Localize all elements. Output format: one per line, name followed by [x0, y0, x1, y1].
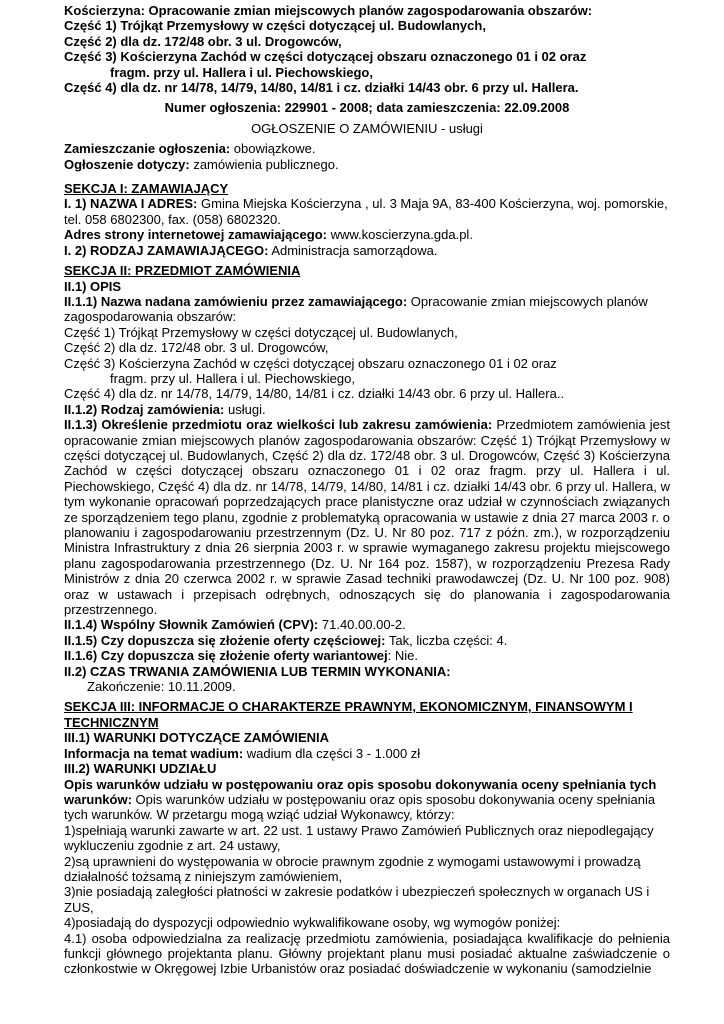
participation-desc-row — [64, 777, 670, 823]
concerns-label: Ogłoszenie dotyczy: — [64, 156, 190, 172]
posting-row — [64, 141, 670, 156]
participation-desc-value: Opis warunków udziału w postępowaniu oraz opis sposobu dokonywania oceny spełniania tych warunków. W przetargu mogą wziąć udział Wykonawcy, którzy: — [64, 791, 656, 823]
partial-offer-label: II.1.5) Czy dopuszcza się złożenie oferty częściowej: — [64, 632, 386, 648]
title-line: Część 4) dla dz. nr 14/78, 14/79, 14/80, 14/81 i cz. działki 14/43 obr. 6 przy ul. Hallera. — [64, 80, 579, 96]
condition-item: 4)posiadają do dyspozycji odpowiednio wykwalifikowane osoby, wg wymogów poniżej: — [64, 915, 561, 931]
order-kind-value: usługi. — [228, 401, 266, 417]
section-1-heading: SEKCJA I: ZAMAWIAJĄCY — [64, 181, 229, 197]
title-line: Część 2) dla dz. 172/48 obr. 3 ul. Drogowców, — [64, 33, 342, 49]
document-page — [64, 3, 670, 977]
deposit-row — [64, 746, 670, 761]
section-2-heading: SEKCJA II: PRZEDMIOT ZAMÓWIENIA — [64, 263, 301, 279]
title-line: Część 3) Kościerzyna Zachód w części dotyczącej obszaru oznaczonego 01 i 02 oraz — [64, 49, 587, 65]
order-kind-row — [64, 402, 670, 417]
concerns-row — [64, 157, 670, 172]
variant-offer-value: : Nie. — [387, 648, 418, 664]
cpv-value: 71.40.00.00-2. — [321, 617, 406, 633]
order-kind-label: II.1.2) Rodzaj zamówienia: — [64, 401, 225, 417]
notice-type: OGŁOSZENIE O ZAMÓWIENIU - usługi — [251, 120, 483, 136]
duration-value: Zakończenie: 10.11.2009. — [87, 679, 236, 695]
variant-offer-row — [64, 648, 670, 663]
order-name-label: II.1.1) Nazwa nadana zamówieniu przez zamawiającego: — [64, 293, 408, 309]
posting-value: obowiązkowe. — [233, 141, 316, 157]
title-line: fragm. przy ul. Hallera i ul. Piechowskiego, — [110, 64, 373, 80]
duration-heading: II.2) CZAS TRWANIA ZAMÓWIENIA LUB TERMIN WYKONANIA: — [64, 663, 451, 679]
concerns-value: zamówienia publicznego. — [193, 156, 339, 172]
cpv-row — [64, 617, 670, 632]
document-title — [64, 3, 670, 95]
order-name-value: Opracowanie zmian miejscowych planów zagospodarowania obszarów: — [64, 293, 648, 325]
authority-type-row — [64, 243, 670, 258]
deposit-label: Informacja na temat wadium: — [64, 745, 244, 761]
cpv-label: II.1.4) Wspólny Słownik Zamówień (CPV): — [64, 617, 319, 633]
name-value: Gmina Miejska Kościerzyna , ul. 3 Maja 9A, 83-400 Kościerzyna, woj. pomorskie, tel. 058 6802300, fax. (058) 6802320. — [64, 196, 668, 227]
order-name-row — [64, 294, 670, 325]
contracting-authority-name — [64, 196, 670, 227]
part-line: Część 3) Kościerzyna Zachód w części dotyczącej obszaru oznaczonego 01 i 02 oraz — [64, 355, 557, 371]
notice-number: Numer ogłoszenia: 229901 - 2008; data zamieszczenia: 22.09.2008 — [164, 100, 570, 116]
deposit-value: wadium dla części 3 - 1.000 zł — [246, 745, 421, 761]
authority-type-label: I. 2) RODZAJ ZAMAWIAJĄCEGO: — [64, 242, 269, 258]
website-label: Adres strony internetowej zamawiającego: — [64, 227, 327, 243]
condition-item: 4.1) osoba odpowiedzialna za realizację przedmiotu zamówienia, posiadająca kwalifikacje do pełnienia funkcji głównego projektanta planu. Główny projektant planu musi posiadać aktualne zaświadczenie o członkostwie w Okręgowej Izbie Urbanistów oraz posiadać doświadczenie w wykonaniu (samodzielnie — [64, 930, 670, 977]
part-line: Część 1) Trójkąt Przemysłowy w części dotyczącej ul. Budowlanych, — [64, 324, 458, 340]
authority-type-value: Administracja samorządowa. — [271, 242, 438, 258]
name-label: I. 1) NAZWA I ADRES: — [64, 196, 198, 212]
website-row — [64, 227, 670, 242]
order-scope-row — [64, 417, 670, 617]
condition-item: 3)nie posiadają zaległości płatności w zakresie podatków i ubezpieczeń społecznych w organach US i ZUS, — [64, 884, 650, 915]
part-line: Część 4) dla dz. nr 14/78, 14/79, 14/80, 14/81 i cz. działki 14/43 obr. 6 przy ul. Hallera.. — [64, 386, 565, 402]
title-line: Część 1) Trójkąt Przemysłowy w części dotyczącej ul. Budowlanych, — [64, 18, 486, 34]
title-line: Kościerzyna: Opracowanie zmian miejscowych planów zagospodarowania obszarów: — [64, 3, 593, 18]
order-scope-value: Przedmiotem zamówienia jest opracowanie zmian miejscowych planów zagospodarowania obszarów: Część 1) Trójkąt Przemysłowy w części dotyczącej ul. Budowlanych, Część 2) dla dz. 172/48 obr. 3 ul. Drogowców, Część 3) Kościerzyna Zachód w części dotyczącej obszaru oznaczonego 01 i 02 oraz fragm. przy ul. Hallera i ul. Piechowskiego, Część 4) dla dz. nr 14/78, 14/79, 14/80, 14/81 i cz. działki 14/43 obr. 6 przy ul. Hallera, w tym wykonanie opracowań poprzedzających prace planistyczne oraz udział w czynnościach związanych ze sporządzeniem tego planu, zgodnie z problematyką opracowania w ustawie z dnia 27 marca 2003 r. o planowaniu i zagospodarowaniu przestrzennym (Dz. U. Nr 80 poz. 717 z późn. zm.), w rozporządzeniu Ministra Infrastruktury z dnia 26 sierpnia 2003 r. w sprawie wymaganego zakresu projektu miejscowego planu zagospodarowania przestrzennego (Dz. U. Nr 164 poz. 1587), w rozporządzeniu Prezesa Rady Ministrów z dnia 20 czerwca 2002 r. w sprawie Zasad techniki prawodawczej (Dz. U. Nr 100 poz. 908) oraz w ustawach i przepisach odrębnych, odnoszących się do planowania i zagospodarowania przestrzennego. — [64, 417, 670, 618]
section-3-heading: SEKCJA III: INFORMACJE O CHARAKTERZE PRAWNYM, EKONOMICZNYM, FINANSOWYM I TECHNICZNYM — [64, 699, 633, 730]
conditions-heading: III.1) WARUNKI DOTYCZĄCE ZAMÓWIENIA — [64, 730, 330, 746]
condition-item: 1)spełniają warunki zawarte w art. 22 ust. 1 ustawy Prawo Zamówień Publicznych oraz niepodlegający wykluczeniu zgodnie z art. 24 ustawy, — [64, 822, 654, 854]
part-line: fragm. przy ul. Hallera i ul. Piechowskiego, — [110, 370, 355, 386]
order-scope-label: II.1.3) Określenie przedmiotu oraz wielkości lub zakresu zamówienia: — [64, 417, 493, 433]
partial-offer-value: Tak, liczba części: 4. — [388, 632, 508, 648]
description-heading: II.1) OPIS — [64, 278, 122, 294]
variant-offer-label: II.1.6) Czy dopuszcza się złożenie oferty wariantowej — [64, 648, 388, 664]
website-value: www.koscierzyna.gda.pl. — [330, 227, 473, 243]
partial-offer-row — [64, 633, 670, 648]
part-line: Część 2) dla dz. 172/48 obr. 3 ul. Drogowców, — [64, 340, 329, 356]
participation-desc-label: Opis warunków udziału w postępowaniu oraz opis sposobu dokonywania oceny spełniania tych warunków: — [64, 776, 657, 807]
participation-heading: III.2) WARUNKI UDZIAŁU — [64, 761, 217, 777]
condition-item: 2)są uprawnieni do występowania w obrocie prawnym zgodnie z wymogami ustawowymi i prowadzą działalność tożsamą z niniejszym zamówieniem, — [64, 853, 641, 884]
posting-label: Zamieszczanie ogłoszenia: — [64, 141, 231, 157]
